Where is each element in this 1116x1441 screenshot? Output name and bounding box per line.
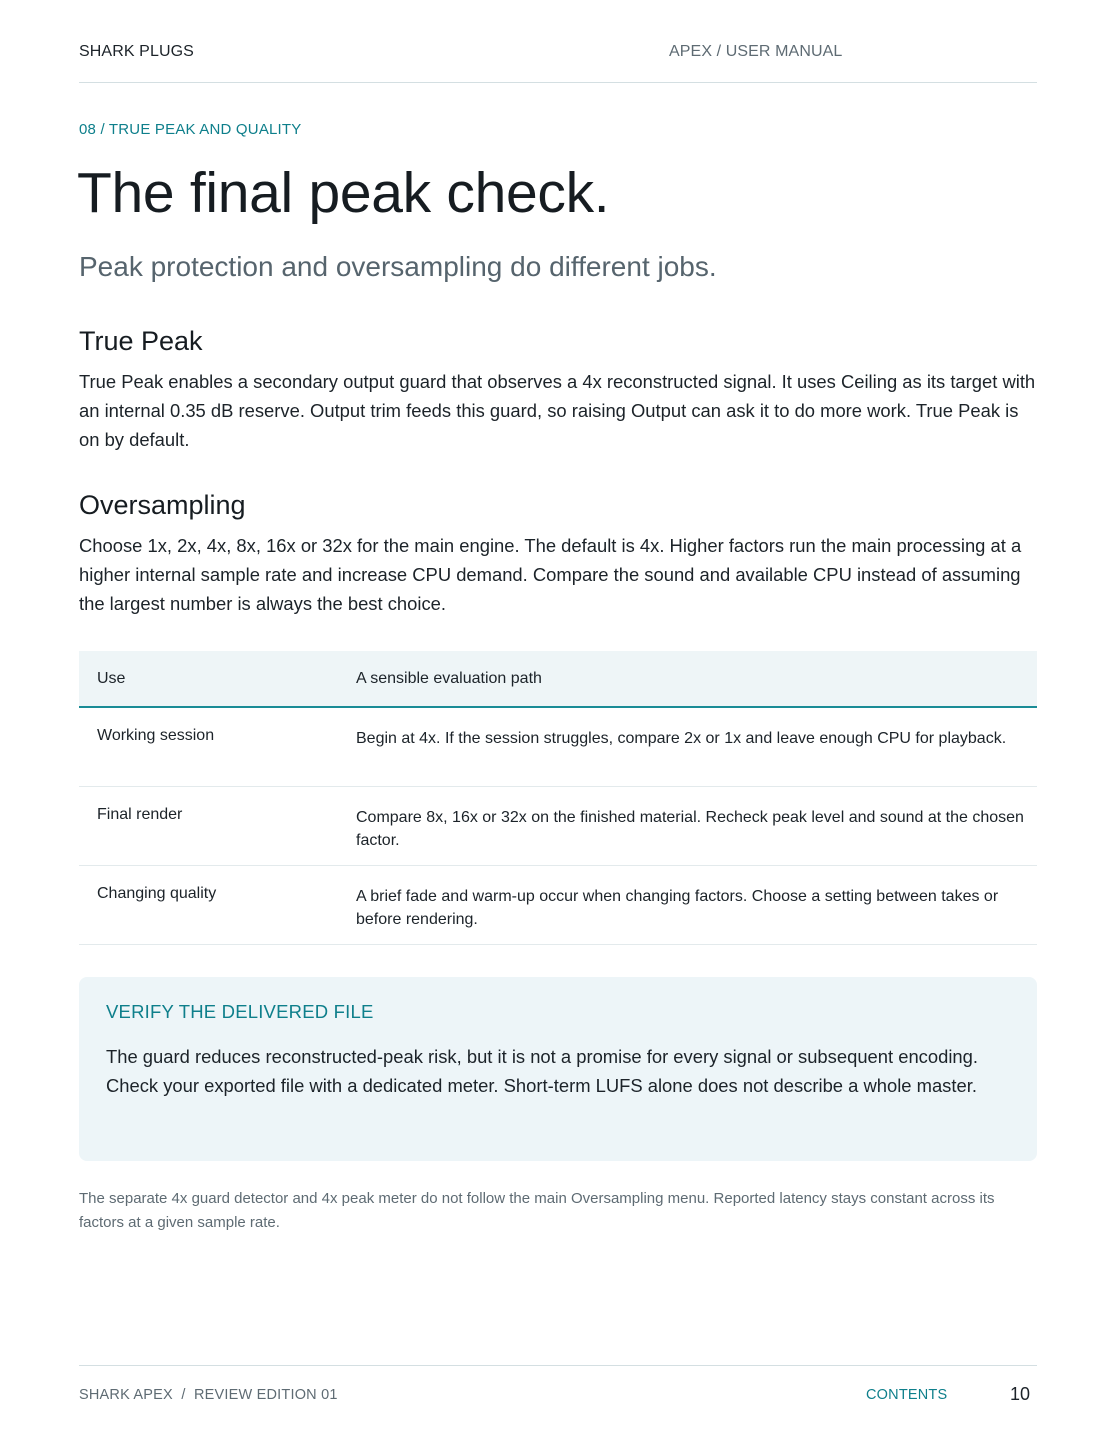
evaluation-table <box>79 651 1037 945</box>
table-cell-use: Final render <box>97 806 183 823</box>
table-cell-use: Changing quality <box>97 885 217 902</box>
page-header <box>79 0 1037 83</box>
page-footer <box>79 1365 1037 1441</box>
table-row <box>79 866 1037 945</box>
true-peak-body: True Peak enables a secondary output guard that observes a 4x reconstructed signal. It uses Ceiling as its target with an internal 0.35 dB reserve. Output trim feeds this guard, so raising Output can ask it to do more work. True Peak is on by default. <box>79 371 1036 450</box>
table-cell-path: A brief fade and warm-up occur when changing factors. Choose a setting between takes or before rendering. <box>356 888 999 928</box>
callout-heading: VERIFY THE DELIVERED FILE <box>106 1001 374 1022</box>
column-header-path: A sensible evaluation path <box>356 670 542 687</box>
edition-label: SHARK APEX / REVIEW EDITION 01 <box>79 1387 338 1403</box>
column-header-use: Use <box>97 670 126 687</box>
oversampling-heading: Oversampling <box>79 490 246 520</box>
manual-title: APEX / USER MANUAL <box>669 43 843 60</box>
callout-body: The guard reduces reconstructed-peak risk, but it is not a promise for every signal or subsequent encoding. Check your exported file with a dedicated meter. Short-term LUFS alone does not describe a whole master. <box>106 1046 978 1096</box>
brand-name: SHARK PLUGS <box>79 43 194 60</box>
section-eyebrow: 08 / TRUE PEAK AND QUALITY <box>79 121 302 138</box>
table-row <box>79 708 1037 787</box>
page-number: 10 <box>1010 1384 1031 1404</box>
table-cell-use: Working session <box>97 727 215 744</box>
table-row <box>79 787 1037 866</box>
true-peak-heading: True Peak <box>79 326 203 356</box>
verify-callout <box>79 977 1037 1161</box>
table-cell-path: Begin at 4x. If the session struggles, compare 2x or 1x and leave enough CPU for playback. <box>356 730 1007 747</box>
table-header-row <box>79 651 1037 708</box>
page-subtitle: Peak protection and oversampling do different jobs. <box>79 251 717 282</box>
table-cell-path: Compare 8x, 16x or 32x on the finished material. Recheck peak level and sound at the chosen factor. <box>356 809 1024 849</box>
page-title: The final peak check. <box>77 161 610 225</box>
oversampling-body: Choose 1x, 2x, 4x, 8x, 16x or 32x for the main engine. The default is 4x. Higher factors run the main processing at a higher internal sample rate and increase CPU demand. Compare the sound and available CPU instead of assuming the largest number is always the best choice. <box>79 535 1022 614</box>
contents-link[interactable]: CONTENTS <box>866 1387 948 1403</box>
footnote: The separate 4x guard detector and 4x peak meter do not follow the main Oversampling menu. Reported latency stays constant across its factors at a given sample rate. <box>79 1190 995 1231</box>
